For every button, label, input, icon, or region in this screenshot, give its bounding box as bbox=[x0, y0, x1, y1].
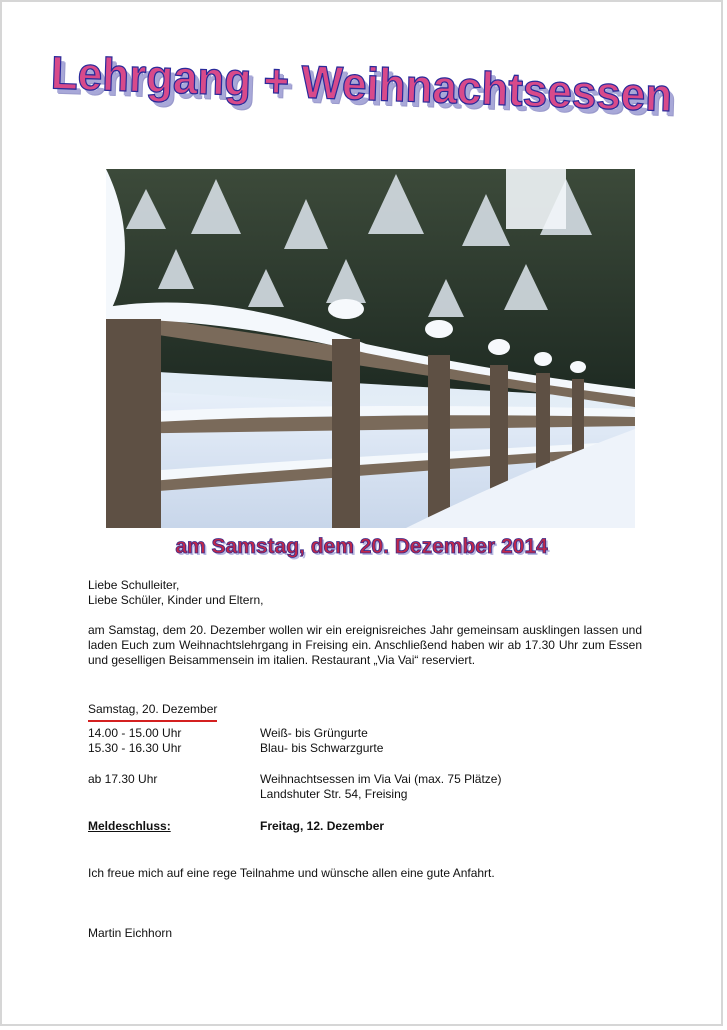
winter-fence-photo bbox=[106, 169, 635, 528]
schedule-desc-2: Blau- bis Schwarzgurte bbox=[260, 741, 384, 755]
schedule-time-2: 15.30 - 16.30 Uhr bbox=[88, 741, 182, 755]
schedule-desc-1: Weiß- bis Grüngurte bbox=[260, 726, 368, 740]
schedule-heading: Samstag, 20. Dezember bbox=[88, 702, 217, 722]
schedule-desc-3: Weihnachtsessen im Via Vai (max. 75 Plätze) bbox=[260, 772, 502, 786]
greeting-line-2: Liebe Schüler, Kinder und Eltern, bbox=[88, 593, 264, 607]
schedule-time-1: 14.00 - 15.00 Uhr bbox=[88, 726, 182, 740]
schedule-time-3: ab 17.30 Uhr bbox=[88, 772, 158, 786]
deadline-label: Meldeschluss: bbox=[88, 819, 171, 833]
winter-fence-image bbox=[106, 169, 635, 528]
restaurant-address: Landshuter Str. 54, Freising bbox=[260, 787, 408, 801]
invitation-paragraph: am Samstag, dem 20. Dezember wollen wir ein ereignisreiches Jahr gemeinsam ausklingen lassen und laden Euch zum Weihnachtslehrgang in Freising ein. Anschließend haben wir ab 17.30 Uhr zum Essen und geselligen Beisammensein im italien. Restaurant „Via Vai“ reserviert. bbox=[88, 623, 642, 667]
greeting-line-1: Liebe Schulleiter, bbox=[88, 578, 180, 592]
event-date-heading: am Samstag, dem 20. Dezember 2014 bbox=[175, 535, 548, 558]
page-title: Lehrgang + Weihnachtsessen bbox=[50, 47, 673, 122]
closing-sentence: Ich freue mich auf eine rege Teilnahme und wünsche allen eine gute Anfahrt. bbox=[88, 866, 495, 880]
signature: Martin Eichhorn bbox=[88, 926, 173, 940]
deadline-value: Freitag, 12. Dezember bbox=[260, 819, 385, 833]
